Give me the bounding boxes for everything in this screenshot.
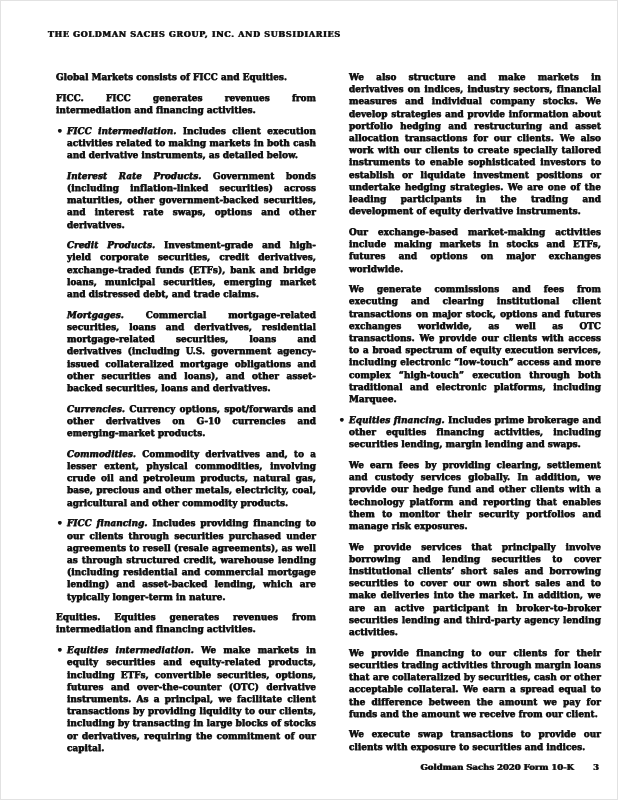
paragraph-text: Includes providing financing to our clients through securities purchased under agreements to resell (resale agreements), as well as through structured credit, warehouse lending (including residential and commercial mortgage lending) and asset-backed lending, which are typically longer-term in nature. [67,519,316,603]
footer-form-label: Goldman Sachs 2020 Form 10-K [420,763,575,773]
paragraph-text: Commercial mortgage-related securities, loans and derivatives, residential mortgage-related securities, loans and derivatives (including U.S. government agency-issued collateralized mortgage obligations and other securities and loans), and other asset-backed securities, loans and derivatives. [67,310,316,394]
paragraph-lead: Mortgages. [67,310,124,321]
paragraph-lead: Interest Rate Products. [67,171,202,182]
paragraph-lead: Equities. [56,613,101,624]
paragraph-lead: FICC intermediation. [67,126,177,137]
right-column [338,72,601,763]
ficc-intermediation-bullet [56,126,316,163]
paragraph-lead: FICC financing. [67,519,148,530]
equities-intermediation-bullet [56,645,316,755]
paragraph-lead: FICC. [56,93,84,104]
paragraph-text: Includes client execution activities related to making markets in both cash and derivative instruments, as detailed below. [67,126,316,162]
clearing-settlement-paragraph: We earn fees by providing clearing, settlement and custody services globally. In addition, we provide our hedge fund and other clients with a technology platform and reporting that enables them to monitor their security portfolios and manage risk exposures. [349,460,601,532]
mortgages-paragraph [67,310,316,395]
ficc-financing-bullet [56,518,316,603]
paragraph-lead: Credit Products. [67,241,156,252]
footer [421,763,599,773]
left-column [56,72,316,763]
paragraph-text: FICC generates revenues from intermediation and financing activities. [56,93,316,116]
equities-heading-paragraph [56,612,316,636]
paragraph-lead: Currencies. [67,404,126,415]
interest-rate-products-paragraph [67,171,316,232]
commissions-fees-paragraph: We generate commissions and fees from executing and clearing institutional client transactions on major stock, options and futures exchanges worldwide, as well as OTC transactions. We provide our clients with access to a broad spectrum of equity execution services, including electronic “low-touch” access and more complex “high-touch” execution through both traditional and electronic platforms, including Marquee. [349,285,601,406]
derivatives-markets-paragraph: We also structure and make markets in derivatives on indices, industry sectors, financial measures and individual company stocks. We develop strategies and provide information about portfolio hedging and restructuring and asset allocation transactions for our clients. We also work with our clients to create specially tailored instruments to enable sophisticated investors to establish or liquidate investment positions or undertake hedging strategies. We are one of the leading participants in the trading and development of equity derivative instruments. [349,73,601,218]
paragraph-text: Government bonds (including inflation-linked securities) across maturities, other government-backed securities, and interest rate swaps, options and other derivatives. [67,171,316,231]
paragraph-text: Includes prime brokerage and other equities financing activities, including securities lending, margin lending and swaps. [349,415,601,451]
page-number: 3 [593,763,599,773]
paragraph-text: Equities generates revenues from intermediation and financing activities. [56,613,316,636]
bullet-icon: • [57,126,63,137]
bullet-icon: • [57,519,63,530]
paragraph-lead: Equities intermediation. [67,646,194,657]
equities-financing-bullet [338,415,601,452]
paragraph-text: Currency options, spot/forwards and other derivatives on G-10 currencies and emerging-market products. [67,404,317,440]
credit-products-paragraph [67,240,316,301]
commodities-paragraph [67,449,316,510]
bullet-icon: • [339,415,345,426]
paragraph-lead: Commodities. [67,449,137,460]
margin-loans-paragraph: We provide financing to our clients for their securities trading activities through margin loans that are collateralized by securities, cash or other acceptable collateral. We earn a spread equal to the difference between the amount we pay for funds and the amount we receive from our client. [349,648,601,720]
section-intro: Global Markets consists of FICC and Equities. [56,73,288,83]
ficc-heading-paragraph [56,93,316,117]
paragraph-text: We make markets in equity securities and equity-related products, including ETFs, convertible securities, options, futures and over-the-counter (OTC) derivative instruments. As a principal, we facilitate client transactions by providing liquidity to our clients, including by transacting in large blocks of stocks or derivatives, requiring the commitment of our capital. [67,646,316,754]
currencies-paragraph [67,404,316,441]
exchange-market-making-paragraph: Our exchange-based market-making activities include making markets in stocks and ETFs, futures and options on major exchanges worldwide. [349,227,601,275]
bullet-icon: • [57,646,63,657]
swap-transactions-paragraph: We execute swap transactions to provide our clients with exposure to securities and indices. [349,730,601,753]
two-column-body [56,72,601,763]
paragraph-text: Investment-grade and high-yield corporate securities, credit derivatives, exchange-traded funds (ETFs), bank and bridge loans, municipal securities, emerging market and distressed debt, and trade claims. [67,241,316,301]
securities-lending-paragraph: We provide services that principally involve borrowing and lending securities to cover institutional clients’ short sales and borrowing securities to cover our own short sales and to make deliveries into the market. In addition, we are an active participant in broker-to-broker securities lending and third-party agency lending activities. [349,542,601,639]
paragraph-lead: Equities financing. [349,415,445,426]
paragraph-text: Commodity derivatives and, to a lesser extent, physical commodities, involving crude oil and petroleum products, natural gas, base, precious and other metals, electricity, coal, agricultural and other commodity products. [67,449,316,509]
running-header: THE GOLDMAN SACHS GROUP, INC. AND SUBSIDIARIES [48,29,341,39]
